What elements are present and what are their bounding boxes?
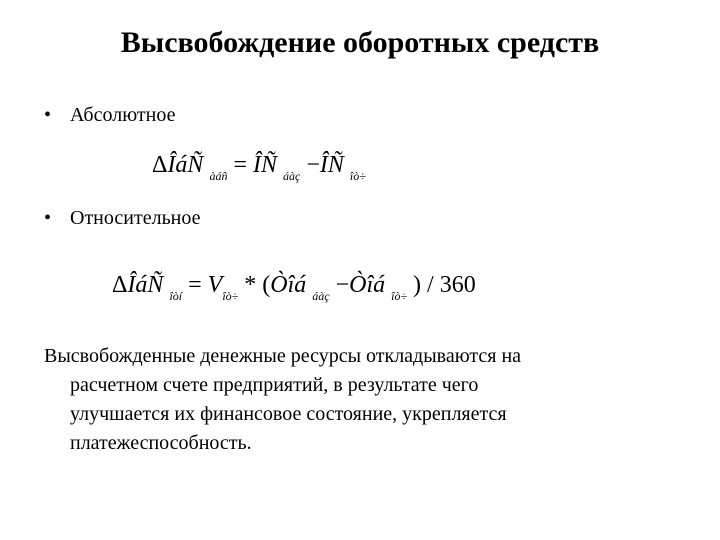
formula2-minus: − bbox=[335, 272, 350, 298]
formula-relative bbox=[112, 272, 476, 304]
bullet-absolute bbox=[44, 104, 175, 127]
bullet-relative-label: Относительное bbox=[70, 207, 201, 229]
bullet-absolute-label: Абсолютное bbox=[70, 104, 176, 126]
formula1-delta: Δ bbox=[152, 152, 168, 178]
formula2-v-sub: îò÷ bbox=[222, 289, 239, 303]
formula1-term1: ÎÑ bbox=[252, 152, 277, 178]
formula1-minus: − bbox=[306, 152, 320, 178]
body-paragraph bbox=[44, 342, 684, 458]
bullet-dot: • bbox=[44, 207, 52, 229]
formula2-v: V bbox=[207, 272, 223, 298]
formula2-term2-sub: îò÷ bbox=[391, 289, 408, 303]
formula1-lhs: ÎáÑ bbox=[167, 152, 204, 178]
formula1-eq: = bbox=[233, 152, 247, 178]
paragraph-line: Высвобожденные денежные ресурсы откладываются на bbox=[44, 345, 522, 367]
formula1-lhs-sub: àáñ bbox=[209, 169, 228, 183]
formula-absolute bbox=[152, 152, 366, 184]
paragraph-line: улучшается их финансовое состояние, укрепляется bbox=[70, 403, 507, 425]
formula1-term1-sub: áàç bbox=[282, 169, 301, 183]
paragraph-line: платежеспособность. bbox=[70, 432, 252, 454]
formula2-term1-sub: áàç bbox=[312, 289, 330, 303]
formula2-term2: Òîá bbox=[349, 272, 386, 298]
formula2-lhs-sub: îòí bbox=[169, 289, 183, 303]
formula2-mult-open: * ( bbox=[244, 272, 271, 298]
formula2-tail: ) / 360 bbox=[413, 272, 476, 298]
formula2-eq: = bbox=[188, 272, 202, 298]
formula1-term2-sub: îò÷ bbox=[349, 169, 366, 183]
formula2-delta: Δ bbox=[112, 272, 128, 298]
formula2-term1: Òîá bbox=[270, 272, 307, 298]
paragraph-line: расчетном счете предприятий, в результате чего bbox=[70, 374, 479, 396]
formula2-lhs: ÎáÑ bbox=[127, 272, 164, 298]
bullet-dot: • bbox=[44, 104, 52, 126]
bullet-relative bbox=[44, 207, 201, 230]
slide-title: Высвобождение оборотных средств bbox=[120, 26, 600, 59]
formula1-term2: ÎÑ bbox=[319, 152, 344, 178]
